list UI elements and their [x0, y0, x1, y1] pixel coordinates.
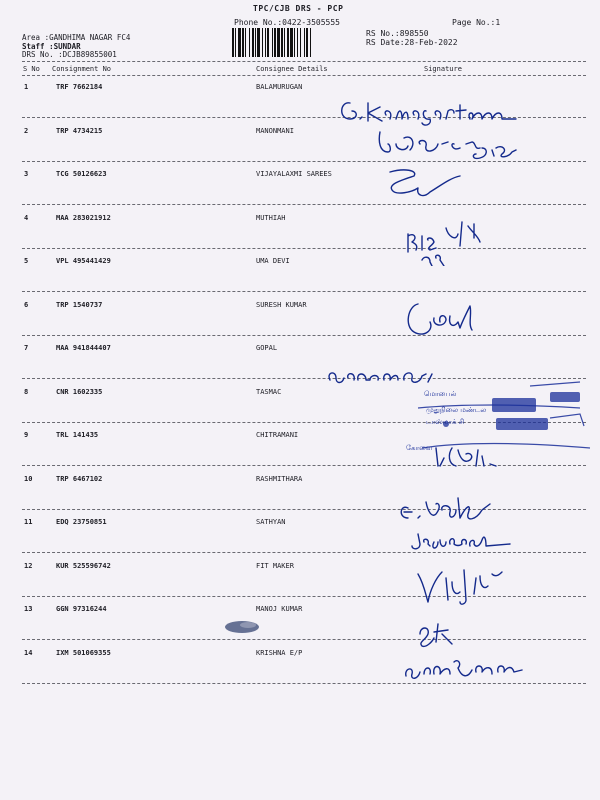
- row-consignee-name: KRISHNA E/P: [256, 649, 303, 657]
- row-consignment-number: TRP 1540737: [56, 301, 103, 309]
- document-title: TPC/CJB DRS - PCP: [253, 4, 344, 13]
- signature-row-2: [376, 130, 526, 160]
- row-serial-number: 10: [24, 475, 33, 483]
- drs-number: DRS No. :DCJB89855001: [22, 50, 117, 59]
- row-serial-number: 5: [24, 257, 29, 265]
- col-header-sno: S No: [23, 65, 40, 73]
- page-number: Page No.:1: [452, 18, 501, 27]
- stamp-line-4: கோவை: [406, 444, 433, 452]
- row-serial-number: 12: [24, 562, 33, 570]
- row-serial-number: 13: [24, 605, 33, 613]
- row-divider: [22, 509, 586, 510]
- stamp-line-3: டாஸ்மாக் சி: [426, 418, 465, 426]
- row-consignment-number: TRP 6467102: [56, 475, 103, 483]
- stamp-line-2: முதுநிலை மண்டல: [426, 406, 487, 414]
- signature-row-1: [336, 97, 526, 127]
- row-consignment-number: MAA 283021912: [56, 214, 111, 222]
- row-consignment-number: EDQ 23750851: [56, 518, 107, 526]
- row-consignee-name: GOPAL: [256, 344, 278, 352]
- header-rule-bottom: [22, 75, 586, 76]
- rubber-stamp: [400, 378, 592, 466]
- phone-number: Phone No.:0422-3505555: [234, 18, 340, 27]
- row-consignee-name: BALAMURUGAN: [256, 83, 303, 91]
- col-header-signature: Signature: [424, 65, 462, 73]
- row-serial-number: 9: [24, 431, 29, 439]
- row-divider: [22, 161, 586, 162]
- signature-row-13: [416, 620, 466, 648]
- row-divider: [22, 552, 586, 553]
- row-serial-number: 8: [24, 388, 29, 396]
- row-consignee-name: UMA DEVI: [256, 257, 290, 265]
- row-consignment-number: TRP 4734215: [56, 127, 103, 135]
- row-serial-number: 11: [24, 518, 33, 526]
- col-header-details: Consignee Details: [256, 65, 328, 73]
- row-consignee-name: SATHYAN: [256, 518, 286, 526]
- row-consignee-name: SURESH KUMAR: [256, 301, 307, 309]
- row-consignee-name: VIJAYALAXMI SAREES: [256, 170, 332, 178]
- row-consignee-name: MANOJ KUMAR: [256, 605, 303, 613]
- row-consignment-number: IXM 501069355: [56, 649, 111, 657]
- row-consignee-name: MUTHIAH: [256, 214, 286, 222]
- row-consignee-name: MANONMANI: [256, 127, 294, 135]
- row-serial-number: 14: [24, 649, 33, 657]
- col-header-consignment: Consignment No: [52, 65, 112, 73]
- signature-row-4: [402, 214, 502, 266]
- row-serial-number: 4: [24, 214, 29, 222]
- row-divider: [22, 291, 586, 292]
- row-divider: [22, 639, 586, 640]
- row-divider: [22, 335, 586, 336]
- row-consignment-number: TRF 7662184: [56, 83, 103, 91]
- row-serial-number: 7: [24, 344, 29, 352]
- barcode: [232, 28, 355, 57]
- row-consignee-name: CHITRAMANI: [256, 431, 299, 439]
- stamp-line-1: மொபைல்: [424, 390, 457, 398]
- row-consignee-name: RASHMITHARA: [256, 475, 303, 483]
- row-consignment-number: TCG 50126623: [56, 170, 107, 178]
- ink-smudge: [222, 618, 266, 636]
- row-serial-number: 6: [24, 301, 29, 309]
- row-consignment-number: KUR 525596742: [56, 562, 111, 570]
- signature-row-12: [416, 564, 516, 606]
- row-serial-number: 1: [24, 83, 29, 91]
- signature-row-10: [396, 494, 496, 524]
- header-rule-top: [22, 61, 586, 62]
- row-consignment-number: GGN 97316244: [56, 605, 107, 613]
- row-consignment-number: VPL 495441429: [56, 257, 111, 265]
- staff-label: Staff :SUNDAR: [22, 42, 81, 51]
- rs-date: RS Date:28-Feb-2022: [366, 38, 458, 47]
- signature-row-11: [408, 530, 518, 552]
- rs-number: RS No.:898550: [366, 29, 429, 38]
- area-label: Area :GANDHIMA NAGAR FC4: [22, 33, 131, 42]
- row-consignment-number: CNR 1602335: [56, 388, 103, 396]
- signature-row-6: [404, 296, 484, 338]
- row-divider: [22, 204, 586, 205]
- row-consignee-name: FIT MAKER: [256, 562, 294, 570]
- signature-row-3: [384, 168, 474, 202]
- row-serial-number: 2: [24, 127, 29, 135]
- signature-row-14: [402, 654, 528, 684]
- row-consignee-name: TASMAC: [256, 388, 282, 396]
- row-consignment-number: TRL 141435: [56, 431, 99, 439]
- row-serial-number: 3: [24, 170, 29, 178]
- row-consignment-number: MAA 941844407: [56, 344, 111, 352]
